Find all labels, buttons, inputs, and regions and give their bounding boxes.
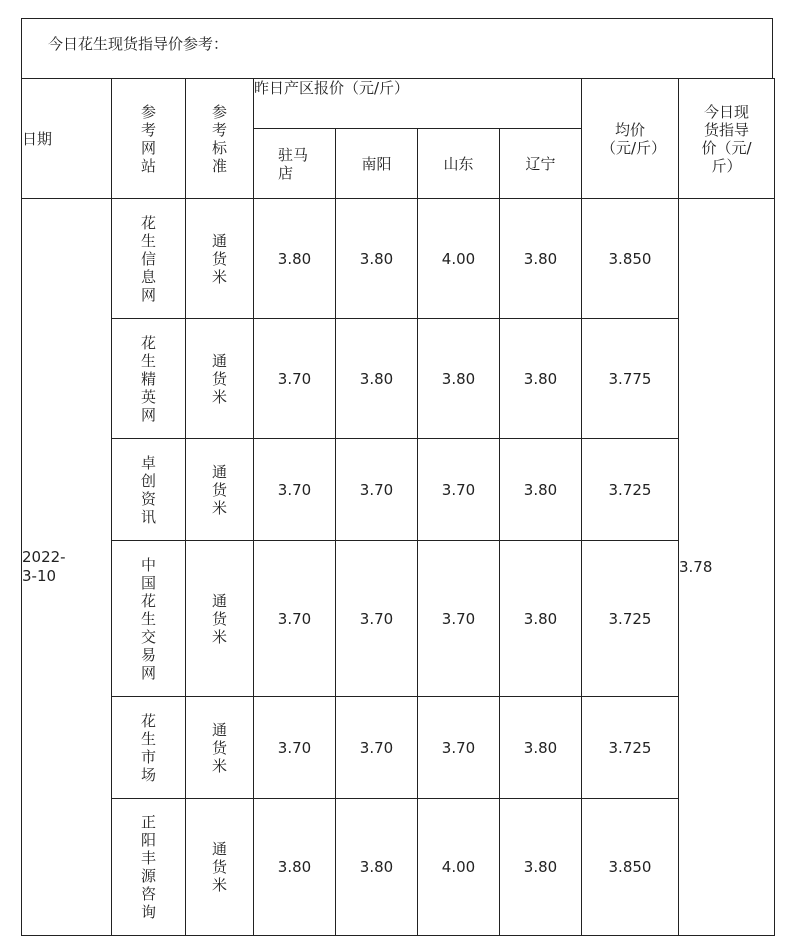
vertical-text: 正 阳 丰 源 咨 询 <box>140 813 156 921</box>
shandong-cell: 3.80 <box>418 319 500 439</box>
liaoning-cell: 3.80 <box>500 199 582 319</box>
shandong-cell: 3.70 <box>418 541 500 697</box>
nanyang-cell: 3.70 <box>336 697 418 799</box>
table-title: 今日花生现货指导价参考： <box>21 18 773 78</box>
standard-cell <box>186 799 254 936</box>
nanyang-cell: 3.80 <box>336 319 418 439</box>
table-row <box>22 697 775 799</box>
zhumadian-cell: 3.80 <box>254 799 336 936</box>
nanyang-cell: 3.70 <box>336 541 418 697</box>
standard-cell <box>186 319 254 439</box>
site-cell <box>112 439 186 541</box>
header-region-group: 昨日产区报价（元/斤） <box>254 79 582 129</box>
liaoning-cell: 3.80 <box>500 319 582 439</box>
nanyang-cell: 3.80 <box>336 199 418 319</box>
header-date: 日期 <box>22 79 112 199</box>
vertical-text: 通 货 米 <box>211 462 227 517</box>
site-cell <box>112 799 186 936</box>
header-guide: 今日现货指导价（元/斤） <box>679 79 775 199</box>
zhumadian-cell: 3.70 <box>254 439 336 541</box>
average-cell: 3.725 <box>582 697 679 799</box>
average-cell: 3.850 <box>582 799 679 936</box>
vertical-text: 参 考 网 站 <box>140 102 156 175</box>
header-site <box>112 79 186 199</box>
header-region-nanyang: 南阳 <box>336 129 418 199</box>
nanyang-cell: 3.70 <box>336 439 418 541</box>
site-cell <box>112 697 186 799</box>
header-average: 均价（元/斤） <box>582 79 679 199</box>
site-cell <box>112 199 186 319</box>
vertical-text: 参 考 标 准 <box>211 102 227 175</box>
vertical-text: 通 货 米 <box>211 351 227 406</box>
vertical-text: 中 国 花 生 交 易 网 <box>140 555 156 682</box>
site-cell <box>112 319 186 439</box>
standard-cell <box>186 697 254 799</box>
shandong-cell: 4.00 <box>418 799 500 936</box>
shandong-cell: 3.70 <box>418 697 500 799</box>
header-row-1 <box>22 79 775 129</box>
liaoning-cell: 3.80 <box>500 541 582 697</box>
date-cell: 2022-3-10 <box>22 199 112 936</box>
zhumadian-cell: 3.80 <box>254 199 336 319</box>
average-cell: 3.850 <box>582 199 679 319</box>
liaoning-cell: 3.80 <box>500 439 582 541</box>
table-row <box>22 319 775 439</box>
header-region-shandong: 山东 <box>418 129 500 199</box>
vertical-text: 通 货 米 <box>211 231 227 286</box>
header-region-liaoning: 辽宁 <box>500 129 582 199</box>
site-cell <box>112 541 186 697</box>
table-row <box>22 799 775 936</box>
liaoning-cell: 3.80 <box>500 697 582 799</box>
standard-cell <box>186 439 254 541</box>
shandong-cell: 3.70 <box>418 439 500 541</box>
vertical-text: 通 货 米 <box>211 591 227 646</box>
header-standard <box>186 79 254 199</box>
shandong-cell: 4.00 <box>418 199 500 319</box>
price-table <box>21 78 775 936</box>
zhumadian-cell: 3.70 <box>254 541 336 697</box>
standard-cell <box>186 199 254 319</box>
guide-price-cell: 3.78 <box>679 199 775 936</box>
table-row <box>22 199 775 319</box>
vertical-text: 通 货 米 <box>211 840 227 894</box>
zhumadian-cell: 3.70 <box>254 697 336 799</box>
vertical-text: 卓 创 资 讯 <box>140 453 156 526</box>
nanyang-cell: 3.80 <box>336 799 418 936</box>
liaoning-cell: 3.80 <box>500 799 582 936</box>
header-region-zhumadian: 驻马店 <box>254 129 336 199</box>
average-cell: 3.725 <box>582 541 679 697</box>
zhumadian-cell: 3.70 <box>254 319 336 439</box>
average-cell: 3.725 <box>582 439 679 541</box>
average-cell: 3.775 <box>582 319 679 439</box>
table-row <box>22 541 775 697</box>
vertical-text: 通 货 米 <box>211 720 227 775</box>
table-row <box>22 439 775 541</box>
vertical-text: 花 生 信 息 网 <box>140 213 156 304</box>
standard-cell <box>186 541 254 697</box>
vertical-text: 花 生 市 场 <box>140 711 156 784</box>
vertical-text: 花 生 精 英 网 <box>140 333 156 424</box>
